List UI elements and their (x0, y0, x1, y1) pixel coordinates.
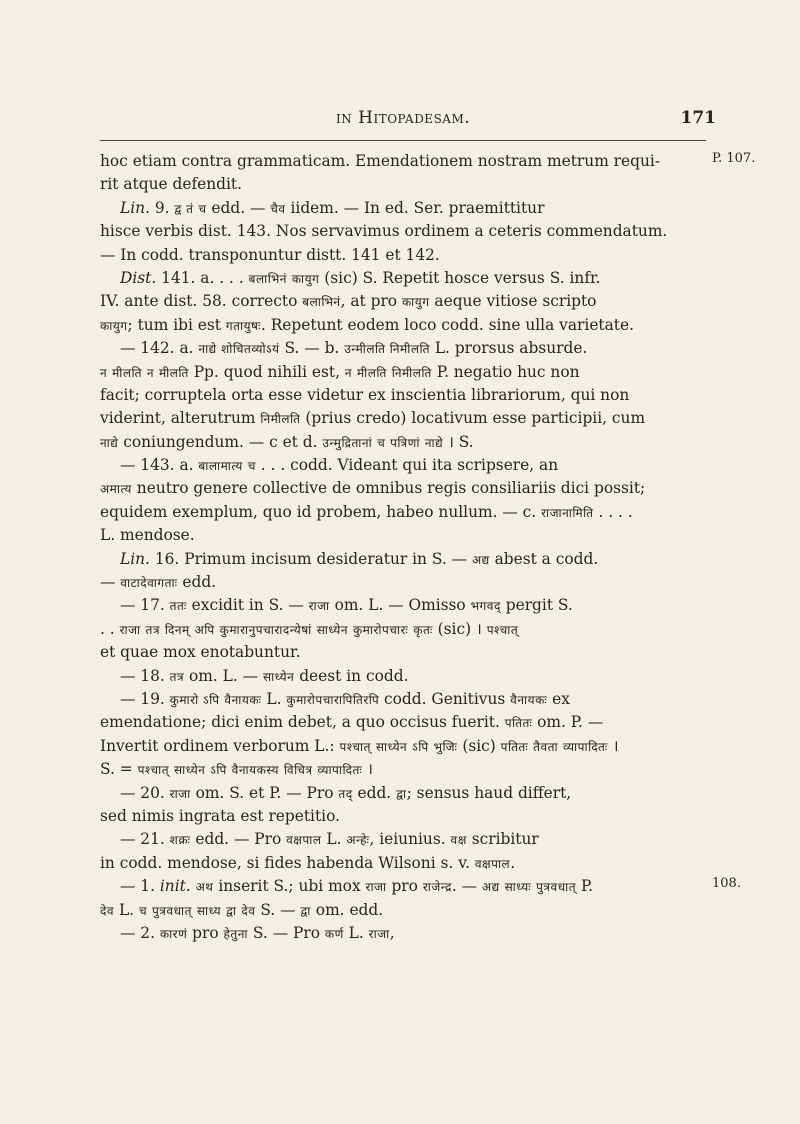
text-line (100, 758, 706, 781)
text-line (100, 361, 706, 384)
devanagari-text: द्वा (300, 903, 311, 918)
latin-text: — 21. (120, 830, 170, 849)
text-line (100, 594, 706, 617)
text-line (100, 899, 706, 922)
latin-text: emendatione; dici enim debet, a quo occisus fuerit. (100, 713, 505, 732)
devanagari-text: पुत्रवधात् (151, 903, 192, 918)
text-line (100, 805, 706, 828)
latin-text: (sic) (457, 736, 501, 755)
text-line (100, 197, 706, 220)
text-line (100, 571, 706, 594)
devanagari-text: साध्येन (173, 763, 206, 778)
devanagari-text: च (247, 459, 256, 474)
latin-text: Lin. (120, 549, 150, 568)
devanagari-text: अद्य (471, 552, 490, 567)
devanagari-text: द्वा (225, 903, 237, 918)
devanagari-text: राजा (119, 622, 141, 637)
text-line (100, 477, 706, 500)
running-head (0, 108, 800, 144)
latin-text: edd. — (206, 198, 271, 217)
latin-text: S. — b. (279, 339, 345, 358)
latin-text: aeque vitiose scripto (429, 292, 597, 311)
devanagari-text: कुमारो ऽपि (169, 692, 220, 707)
devanagari-text: अपि (194, 622, 215, 637)
text-line (100, 618, 706, 641)
latin-text: edd. (352, 783, 397, 802)
devanagari-text: राजा (368, 926, 390, 941)
devanagari-text: साध्येन (375, 739, 408, 754)
latin-text: — 143. a. (120, 456, 199, 475)
devanagari-text: पुत्रवधात् (536, 880, 577, 895)
latin-text: Lin. (120, 198, 150, 217)
latin-text: . . (100, 619, 120, 638)
devanagari-text: कृतः (413, 622, 433, 637)
text-line (100, 828, 706, 851)
devanagari-text: नाद्ये (424, 435, 444, 450)
devanagari-text: मीलति (158, 365, 189, 380)
devanagari-text: च (138, 903, 148, 918)
latin-text: S. — Pro (248, 923, 325, 942)
latin-text: S. = (100, 760, 138, 779)
latin-text: 16. Primum incisum desideratur in S. — (149, 549, 472, 568)
latin-text: (prius credo) locativum esse participii, cum (300, 409, 646, 428)
devanagari-text: भुजिः (433, 739, 458, 754)
latin-text: — In codd. transponuntur distt. 141 et 142. (100, 245, 440, 264)
devanagari-text: न (100, 365, 108, 380)
devanagari-text: राजा (169, 786, 191, 801)
text-line (100, 922, 706, 945)
devanagari-text: पतितः (500, 739, 529, 754)
latin-text: . Repetunt eodem loco codd. sine ulla varietate. (260, 315, 634, 334)
latin-text: om. S. et P. — Pro (190, 783, 339, 802)
devanagari-text: तत्र (145, 622, 160, 637)
text-line (100, 641, 706, 664)
latin-text: Invertit ordinem verborum L.: (100, 736, 340, 755)
latin-text: . — (451, 877, 482, 896)
text-line (100, 337, 706, 360)
devanagari-text: उन्मीलति निमीलति (344, 342, 430, 357)
devanagari-text: च (198, 201, 207, 216)
latin-text: scribitur (466, 830, 539, 849)
latin-text: pro (187, 923, 224, 942)
text-line (100, 665, 706, 688)
devanagari-text: देव (241, 903, 256, 918)
devanagari-text: राजा (365, 880, 387, 895)
latin-text: — 17. (120, 596, 170, 615)
latin-text: et quae mox enotabuntur. (100, 643, 301, 662)
latin-text: P. (576, 877, 594, 896)
latin-text: . . . . (593, 502, 633, 521)
latin-text: 9. (149, 198, 175, 217)
devanagari-text: कुमारानुपचारादन्येषां (219, 622, 312, 637)
devanagari-text: पश्चात् (137, 763, 170, 778)
devanagari-text: निमीलति (391, 365, 432, 380)
devanagari-text: ततः (169, 599, 187, 614)
latin-text: pro (386, 877, 423, 896)
latin-text: — 1. (120, 877, 160, 896)
devanagari-text: व्यापादितः (562, 739, 608, 754)
latin-text: hoc etiam contra grammaticam. Emendationem nostram metrum requi- (100, 152, 661, 170)
latin-text: , (389, 923, 395, 942)
text-line (100, 384, 706, 407)
devanagari-text: मीलति (356, 365, 387, 380)
latin-text: । S. (443, 432, 474, 451)
devanagari-text: न (344, 365, 353, 380)
latin-text: om. P. — (532, 713, 604, 732)
devanagari-text: वक्षपाल (474, 856, 511, 871)
devanagari-text: राजानामिति (541, 505, 594, 520)
latin-text: deest in codd. (294, 666, 409, 685)
latin-text: ; tum ibi est (127, 315, 226, 334)
devanagari-text: देव (100, 903, 115, 918)
text-line (100, 407, 706, 430)
latin-text: om. edd. (310, 900, 384, 919)
latin-text: L. prorsus absurde. (429, 339, 588, 358)
latin-text: 141. a. . . . (156, 268, 249, 287)
latin-text: — 20. (120, 783, 170, 802)
devanagari-text: वैनायकः (224, 692, 262, 707)
devanagari-text: अद्य (481, 880, 500, 895)
devanagari-text: कर्ण (324, 926, 344, 941)
devanagari-text: तत्र (169, 669, 185, 684)
text-line (100, 431, 706, 454)
margin-page-reference: P. 107. (712, 151, 756, 166)
devanagari-text: द्व तं (174, 201, 194, 216)
latin-text: iidem. — In ed. Ser. praemittitur (285, 198, 545, 217)
text-line (100, 290, 706, 313)
devanagari-text: वक्ष (450, 833, 467, 848)
latin-text: om. L. — (184, 666, 263, 685)
devanagari-text: ऽपि (210, 763, 227, 778)
latin-text: equidem exemplum, quo id probem, habeo nullum. — c. (100, 502, 542, 521)
latin-text: — 142. a. (120, 339, 199, 358)
devanagari-text: वैनायकः (510, 692, 548, 707)
devanagari-text: व्यापादितः (317, 763, 363, 778)
latin-text: inserit S.; ubi mox (213, 877, 366, 896)
devanagari-text: पश्चात् (339, 739, 371, 754)
devanagari-text: वाटादेवागताः (120, 576, 178, 591)
devanagari-text: हेतुना (223, 926, 249, 941)
text-line (100, 782, 706, 805)
latin-text: Pp. quod nihili est, (188, 362, 345, 381)
devanagari-text: वक्षपाल (286, 833, 322, 848)
devanagari-text: उन्मुद्रितानां (322, 435, 373, 450)
latin-text: hisce verbis dist. 143. Nos servavimus ordinem a ceteris commendatum. (100, 222, 668, 241)
text-line (100, 454, 706, 477)
devanagari-text: न (146, 365, 155, 380)
latin-text: codd. Genitivus (379, 689, 511, 708)
latin-text: L. (321, 830, 347, 849)
devanagari-text: साध्येन (262, 669, 295, 684)
devanagari-text: दिनम् (164, 622, 190, 637)
devanagari-text: बलाभिनं (302, 295, 341, 310)
latin-text: IV. ante dist. 58. correcto (100, 292, 303, 311)
latin-text: L. (114, 900, 139, 919)
devanagari-text: भगवद् (470, 599, 501, 614)
latin-text: excidit in S. — (186, 596, 309, 615)
devanagari-text: राजेन्द्र (422, 880, 452, 895)
body-text (100, 150, 706, 945)
devanagari-text: वैनायकस्य (231, 763, 279, 778)
devanagari-text: साध्य (196, 903, 222, 918)
text-line (100, 173, 706, 196)
text-line (100, 267, 706, 290)
devanagari-text: बलाभिनं (248, 271, 287, 286)
devanagari-text: नाद्ये (100, 435, 119, 450)
text-line (100, 875, 706, 898)
devanagari-text: साध्यः (504, 880, 532, 895)
devanagari-text: गतायुषः (225, 318, 261, 333)
devanagari-text: पश्चात् (486, 622, 519, 637)
text-line (100, 548, 706, 571)
margin-page-reference: 108. (712, 876, 741, 892)
devanagari-text: मीलति (112, 365, 142, 380)
latin-text: । (362, 760, 373, 779)
devanagari-text: द्वा (396, 786, 407, 801)
devanagari-text: निमीलति (260, 412, 301, 427)
latin-text: , ieiunius. (369, 830, 451, 849)
devanagari-text: पत्रिणां (390, 435, 420, 450)
latin-text: L. mendose. (100, 526, 195, 545)
latin-text: facit; corruptela orta esse videtur ex inscientia librariorum, qui non (100, 385, 630, 404)
text-line (100, 852, 706, 875)
devanagari-text: तद् (338, 786, 353, 801)
latin-text: edd. — Pro (190, 830, 287, 849)
latin-text: . . . codd. Videant qui ita scripsere, an (255, 456, 559, 475)
latin-text: ; sensus haud differt, (406, 783, 572, 802)
latin-text: । (607, 736, 619, 755)
latin-text: , at pro (340, 292, 402, 311)
latin-text: init. (159, 877, 191, 896)
latin-text: (sic) S. Repetit hosce versus S. infr. (319, 268, 601, 287)
header-rule (100, 140, 706, 141)
latin-text: L. (261, 689, 287, 708)
devanagari-text: कुमारोपचारापितिरपि (286, 692, 380, 707)
latin-text: pergit S. (500, 596, 573, 615)
devanagari-text: शक्रः (169, 833, 191, 848)
devanagari-text: बालामात्य (198, 459, 243, 474)
latin-text: . (510, 853, 516, 872)
devanagari-text: कुमारोपचारः (352, 622, 409, 637)
latin-text: edd. (177, 573, 217, 592)
devanagari-text: अमात्य (100, 482, 132, 497)
text-line (100, 501, 706, 524)
text-line (100, 711, 706, 734)
latin-text: om. L. — Omisso (329, 596, 471, 615)
text-line (100, 314, 706, 337)
latin-text: rit atque defendit. (100, 175, 243, 194)
latin-text: in codd. mendose, si fides habenda Wilsoni s. v. (100, 853, 475, 872)
devanagari-text: अन्हेः (346, 833, 370, 848)
devanagari-text: कायुग (291, 271, 320, 286)
devanagari-text: कायुग (401, 295, 430, 310)
text-line (100, 244, 706, 267)
latin-text: abest a codd. (489, 549, 599, 568)
latin-text: L. (343, 923, 369, 942)
devanagari-text: तैवता (533, 739, 559, 754)
text-line (100, 150, 706, 173)
text-line (100, 735, 706, 758)
devanagari-text: पतितः (504, 716, 533, 731)
latin-text: — 2. (120, 923, 160, 942)
latin-text: ex (547, 689, 570, 708)
latin-text: — 19. (120, 689, 170, 708)
text-line (100, 220, 706, 243)
page-number: 171 (680, 108, 716, 128)
latin-text: neutro genere collective de omnibus regis consiliariis dici possit; (131, 479, 646, 498)
latin-text: Dist. (120, 268, 157, 287)
devanagari-text: कारणं (159, 926, 188, 941)
devanagari-text: विचित्र (283, 763, 313, 778)
devanagari-text: च (377, 435, 386, 450)
devanagari-text: अथ (195, 880, 214, 895)
latin-text: coniungendum. — c et d. (118, 432, 323, 451)
latin-text: viderint, alterutrum (100, 409, 261, 428)
devanagari-text: साध्येन (316, 622, 349, 637)
latin-text: — (100, 573, 121, 592)
running-head-title: in Hitopadesam. (336, 108, 471, 128)
devanagari-text: नाद्ये शोचितव्योऽयं (198, 342, 280, 357)
devanagari-text: ऽपि (412, 739, 429, 754)
devanagari-text: चैव (270, 201, 286, 216)
text-line (100, 688, 706, 711)
latin-text: sed nimis ingrata est repetitio. (100, 806, 340, 825)
text-line (100, 524, 706, 547)
devanagari-text: राजा (308, 599, 330, 614)
latin-text: S. — (255, 900, 301, 919)
latin-text: P. negatio huc non (431, 362, 580, 381)
latin-text: (sic) । (432, 619, 487, 638)
devanagari-text: कायुग (100, 318, 128, 333)
latin-text: — 18. (120, 666, 170, 685)
